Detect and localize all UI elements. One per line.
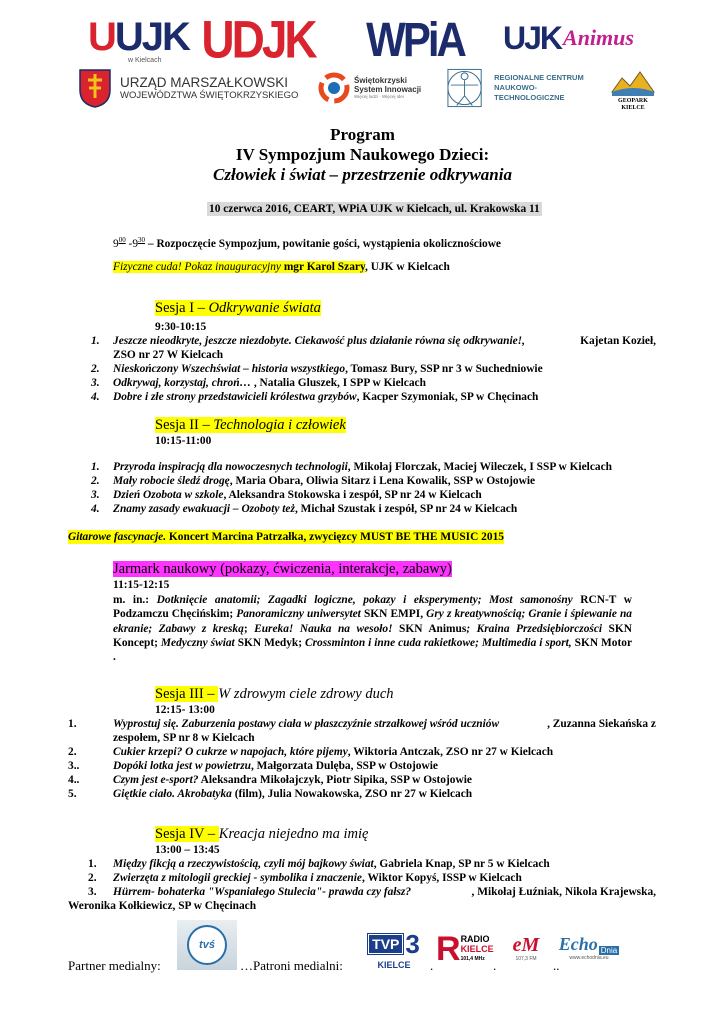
radio-r: R xyxy=(436,930,461,968)
ujk-animus-text: UJK xyxy=(503,19,562,56)
s2-item4 xyxy=(113,502,517,516)
fair-description xyxy=(113,593,632,664)
tvs-logo-text: tvś xyxy=(199,939,215,951)
session4-heading xyxy=(155,826,368,842)
session1-heading xyxy=(155,300,321,316)
radio-line1: RADIO xyxy=(460,934,490,944)
session1-time: 9:30-10:15 xyxy=(155,321,207,333)
s2-item3 xyxy=(113,488,482,502)
s4-item1-num: 1. xyxy=(88,858,97,870)
animus-text: Animus xyxy=(563,25,634,50)
s3-item2-title: Cukier krzepi? O cukrze w napojach, które pijemy xyxy=(113,746,348,758)
s2-item1 xyxy=(113,460,612,474)
s2-item2-title: Mały robocie śledź drogę xyxy=(113,475,230,487)
s2-item2-num: 2. xyxy=(91,475,100,487)
s1-item4 xyxy=(113,390,538,404)
s2-item3-num: 3. xyxy=(91,489,100,501)
s3-item5-title: Giętkie ciało. Akrobatyka xyxy=(113,788,232,800)
fair-p-l: Medyczny świat xyxy=(160,636,235,649)
fair-p-i: SKN Animus xyxy=(392,622,467,635)
radio-kielce-logo xyxy=(436,926,492,972)
ssi-line3: Więcej ludzi · Więcej idei xyxy=(354,94,404,99)
partner-label: Partner medialny: xyxy=(68,958,161,973)
opening-time-a-sup: 00 xyxy=(118,236,126,244)
s4-item2-num: 2. xyxy=(88,872,97,884)
fair-p-a: m. in.: xyxy=(113,594,157,606)
echo-text: Echo xyxy=(558,933,598,954)
rcnt-logo xyxy=(445,63,605,113)
s3-item1-title: Wyprostuj się. Zaburzenia postawy ciała w płaszczyźnie strzałkowej wśród uczniów xyxy=(113,718,500,730)
s2-item2 xyxy=(113,474,535,488)
ujk-logo-sub: w Kielcach xyxy=(128,56,162,64)
ujk-logo-text: UJK xyxy=(114,14,189,59)
echo-url: www.echodnia.eu xyxy=(569,954,609,961)
s2-item1-author: , Mikołaj Florczak, Maciej Wileczek, I SSP w Kielcach xyxy=(347,461,612,473)
geopark-line2: KIELCE xyxy=(621,105,645,111)
s4-item1 xyxy=(113,857,550,871)
s1-item1 xyxy=(113,334,656,348)
s4-item3-title: Hürrem- bohaterka "Wspaniałego Stulecia"- prawda czy fałsz? xyxy=(113,886,412,898)
tvp-text: TVP xyxy=(368,934,403,954)
s4-item2-title: Zwierzęta z mitologii greckiej - symbolika i znaczenie xyxy=(113,872,362,884)
show-presenter: mgr Karol Szary xyxy=(280,261,366,273)
wpia-logo-text: WPiA xyxy=(366,12,464,67)
session4-label: Sesja IV – xyxy=(155,826,219,842)
s1-item2-author: , Tomasz Bury, SSP nr 3 w Suchedniowie xyxy=(345,363,543,375)
s4-item1-title: Między fikcją a rzeczywistością, czyli mój bajkowy świat xyxy=(113,858,374,870)
date-location-line: 10 czerwca 2016, CEART, WPiA UJK w Kielcach, ul. Krakowska 11 xyxy=(209,203,540,215)
s1-item3-num: 3. xyxy=(91,377,100,389)
ujk-logo xyxy=(88,14,189,66)
s1-item3 xyxy=(113,376,426,390)
session2-time: 10:15-11:00 xyxy=(155,435,212,447)
wpia-logo xyxy=(365,14,465,66)
rcnt-line2: NAUKOWO-TECHNOLOGICZNE xyxy=(494,83,565,102)
s3-item3-num: 3.. xyxy=(68,760,80,772)
s3-item2 xyxy=(113,745,553,759)
s4-item3-cont: Weronika Kołkiewicz, SP w Chęcinach xyxy=(68,900,257,912)
opening-time-b-sup: 30 xyxy=(138,236,146,244)
fair-p-h: Eureka! Nauka na wesoło! xyxy=(254,622,393,635)
fair-p-o: SKN Motor . xyxy=(113,636,632,664)
ssi-logo xyxy=(318,66,428,110)
separator-dot-2: . xyxy=(493,958,497,973)
s1-item1-num: 1. xyxy=(91,335,100,347)
s3-item5-num: 5. xyxy=(68,788,77,800)
s1-item2-num: 2. xyxy=(91,363,100,375)
concert-title: Gitarowe fascynacje. xyxy=(68,531,167,543)
s3-item2-author: , Wiktoria Antczak, ZSO nr 27 w Kielcach xyxy=(347,746,554,758)
s3-item5-author: (film), Julia Nowakowska, ZSO nr 27 w Kielcach xyxy=(231,788,473,800)
tvp-city: KIELCE xyxy=(377,959,411,970)
session3-heading xyxy=(155,686,394,702)
s2-item3-author: , Aleksandra Stokowska i zespół, SP nr 24 w Kielcach xyxy=(223,489,482,501)
tvs-logo xyxy=(177,920,237,970)
geopark-logo xyxy=(608,64,658,114)
s2-item1-title: Przyroda inspiracją dla nowoczesnych technologii xyxy=(113,461,348,473)
s3-item1-cont: zespołem, SP nr 8 w Kielcach xyxy=(113,732,255,744)
s3-item1-num: 1. xyxy=(68,718,77,730)
s3-item1 xyxy=(113,717,656,731)
concert-text: Koncert Marcina Patrzałka, zwycięzcy MUST BE THE MUSIC 2015 xyxy=(166,531,504,543)
ssi-line1: Świętokrzyski xyxy=(354,76,407,85)
show-title: Fizyczne cuda! Pokaz inauguracyjny xyxy=(113,261,281,273)
s3-item4 xyxy=(113,773,472,787)
s3-item2-num: 2. xyxy=(68,746,77,758)
separator-dot-1: . xyxy=(430,958,434,973)
s2-item4-author: , Michał Szustak i zespół, SP nr 24 w Kielcach xyxy=(294,503,518,515)
fair-heading: Jarmark naukowy (pokazy, ćwiczenia, interakcje, zabawy) xyxy=(113,561,452,577)
s3-item3-author: , Małgorzata Dulęba, SSP w Ostojowie xyxy=(250,760,438,772)
opening-time-b: -9 xyxy=(125,237,139,250)
fair-p-d: Panoramiczny uniwersytet xyxy=(236,608,361,621)
urzad-marszalkowski-logo xyxy=(78,66,308,110)
udjk-logo-text: UDJK xyxy=(201,9,315,69)
s3-item4-num: 4.. xyxy=(68,774,80,786)
session1-label: Sesja I – xyxy=(155,300,209,316)
coat-of-arms-icon xyxy=(78,68,112,108)
fair-p-m: SKN Medyk; xyxy=(234,636,306,649)
radio-em-logo xyxy=(502,930,550,966)
s4-item3 xyxy=(113,885,656,899)
s2-item4-title: Znamy zasady ewakuacji – Ozoboty też xyxy=(113,503,295,515)
s2-item2-author: , Maria Obara, Oliwia Sitarz i Lena Kowalik, SSP w Ostojowie xyxy=(229,475,536,487)
s1-item4-author: , Kacper Szymoniak, SP w Chęcinach xyxy=(356,391,539,403)
s1-item4-title: Dobre i złe strony przedstawicieli królestwa grzybów xyxy=(113,391,357,403)
session2-heading xyxy=(155,417,346,433)
fair-p-c: RCN-T w Podzamczu Chęcińskim; xyxy=(113,594,632,621)
s4-item3-num: 3. xyxy=(88,886,97,898)
separator-dots: .. xyxy=(553,958,560,973)
session4-title: Kreacja niejedno ma imię xyxy=(218,826,369,842)
fair-p-g: ; xyxy=(243,622,255,635)
fair-p-e: SKN EMPI, xyxy=(360,608,427,621)
fair-p-j: ; Kraina Przedsiębiorczości xyxy=(466,622,603,635)
ujk-animus-logo xyxy=(503,18,643,58)
s4-item2-author: , Wiktor Kopyś, ISSP w Kielcach xyxy=(362,872,522,884)
fair-p-n: Crossminton i inne cuda rakietkowe; Multimedia i sport, xyxy=(305,636,572,649)
fair-p-k: SKN Koncept; xyxy=(113,622,632,649)
session1-title: Odkrywanie świata xyxy=(208,300,321,316)
session3-title: W zdrowym ciele zdrowy duch xyxy=(218,686,394,702)
s4-item3-author: , Mikołaj Łuźniak, Nikola Krajewska, xyxy=(471,886,656,898)
s3-item1-author: , Zuzanna Siekańska z xyxy=(547,718,656,730)
s2-item1-num: 1. xyxy=(91,461,100,473)
s1-item2-title: Nieskończony Wszechświat – historia wszystkiego xyxy=(113,363,346,375)
radio-line2: KIELCE xyxy=(460,944,494,954)
s4-item1-author: , Gabriela Knap, SP nr 5 w Kielcach xyxy=(373,858,550,870)
s3-item3-title: Dopóki lotka jest w powietrzu xyxy=(113,760,251,772)
opening-time-a: 9 xyxy=(113,237,119,250)
radio-freq: 101,4 MHz xyxy=(460,956,485,962)
urzad-line2: WOJEWÓDZTWA ŚWIĘTOKRZYSKIEGO xyxy=(120,89,299,101)
em-freq: 107,3 FM xyxy=(515,956,537,962)
s2-item4-num: 4. xyxy=(91,503,100,515)
s3-item4-title: Czym jest e-sport? xyxy=(113,774,199,786)
s3-item5 xyxy=(113,787,472,801)
symposium-subtitle: Człowiek i świat – przestrzenie odkrywania xyxy=(213,165,512,184)
ssi-line2: System Innowacji xyxy=(354,85,422,94)
program-heading: Program xyxy=(330,125,395,144)
s1-item4-num: 4. xyxy=(91,391,100,403)
ssi-circle-icon xyxy=(318,72,350,104)
urzad-line1: URZĄD MARSZAŁKOWSKI xyxy=(120,74,289,90)
echo-dnia-logo xyxy=(560,926,618,968)
show-affiliation: , UJK w Kielcach xyxy=(365,261,450,273)
opening-line xyxy=(113,233,501,251)
rcnt-line1: REGIONALNE CENTRUM xyxy=(494,73,584,82)
session3-label: Sesja III – xyxy=(155,686,219,702)
fair-p-f: Gry z kreatywnością; Granie i śpiewanie na ekranie; Zabawy z kreską xyxy=(113,608,632,635)
geopark-landscape-icon xyxy=(610,66,656,98)
session2-label: Sesja II – xyxy=(155,417,214,433)
s1-item3-title: Odkrywaj, korzystaj, chroń… xyxy=(113,377,254,389)
s3-item4-author: Aleksandra Mikołajczyk, Piotr Sipika, SSP w Ostojowie xyxy=(198,774,472,786)
session3-time: 12:15- 13:00 xyxy=(155,704,215,716)
concert-line xyxy=(68,530,504,544)
s1-item2 xyxy=(113,362,543,376)
tvp-number: 3 xyxy=(405,928,420,959)
fair-time: 11:15-12:15 xyxy=(113,579,170,591)
inaugural-show-line xyxy=(113,260,450,274)
s1-item1-author: Kajetan Kozieł, xyxy=(580,335,656,347)
tvp3-kielce-logo xyxy=(362,926,426,972)
s3-item3 xyxy=(113,759,438,773)
s4-item2 xyxy=(113,871,522,885)
session4-time: 13:00 – 13:45 xyxy=(155,844,220,856)
opening-text: – Rozpoczęcie Sympozjum, powitanie gości, wystąpienia okolicznościowe xyxy=(145,237,501,250)
session2-title: Technologia i człowiek xyxy=(213,417,346,433)
em-text: eM xyxy=(512,934,540,956)
symposium-title: IV Sympozjum Naukowego Dzieci: xyxy=(235,145,490,164)
ujk-logo-u: U xyxy=(88,14,115,59)
geopark-line1: GEOPARK xyxy=(618,98,648,104)
s1-item3-author: , Natalia Gluszek, I SPP w Kielcach xyxy=(253,377,426,389)
udjk-logo xyxy=(201,9,315,69)
s1-item1-cont: ZSO nr 27 W Kielcach xyxy=(113,349,224,361)
s1-item1-title: Jeszcze nieodkryte, jeszcze niezdobyte. Ciekawość plus działanie równa się odkrywanie!, xyxy=(113,335,525,347)
vitruvian-man-icon xyxy=(445,65,484,111)
echo-sub: Dnia xyxy=(600,945,618,955)
s2-item3-title: Dzień Ozobota w szkole xyxy=(113,489,224,501)
fair-p-b: Dotknięcie anatomii; Zagadki logiczne, pokazy i eksperymenty; Most samonośny xyxy=(156,594,573,606)
patrons-label: …Patroni medialni: xyxy=(240,958,343,973)
